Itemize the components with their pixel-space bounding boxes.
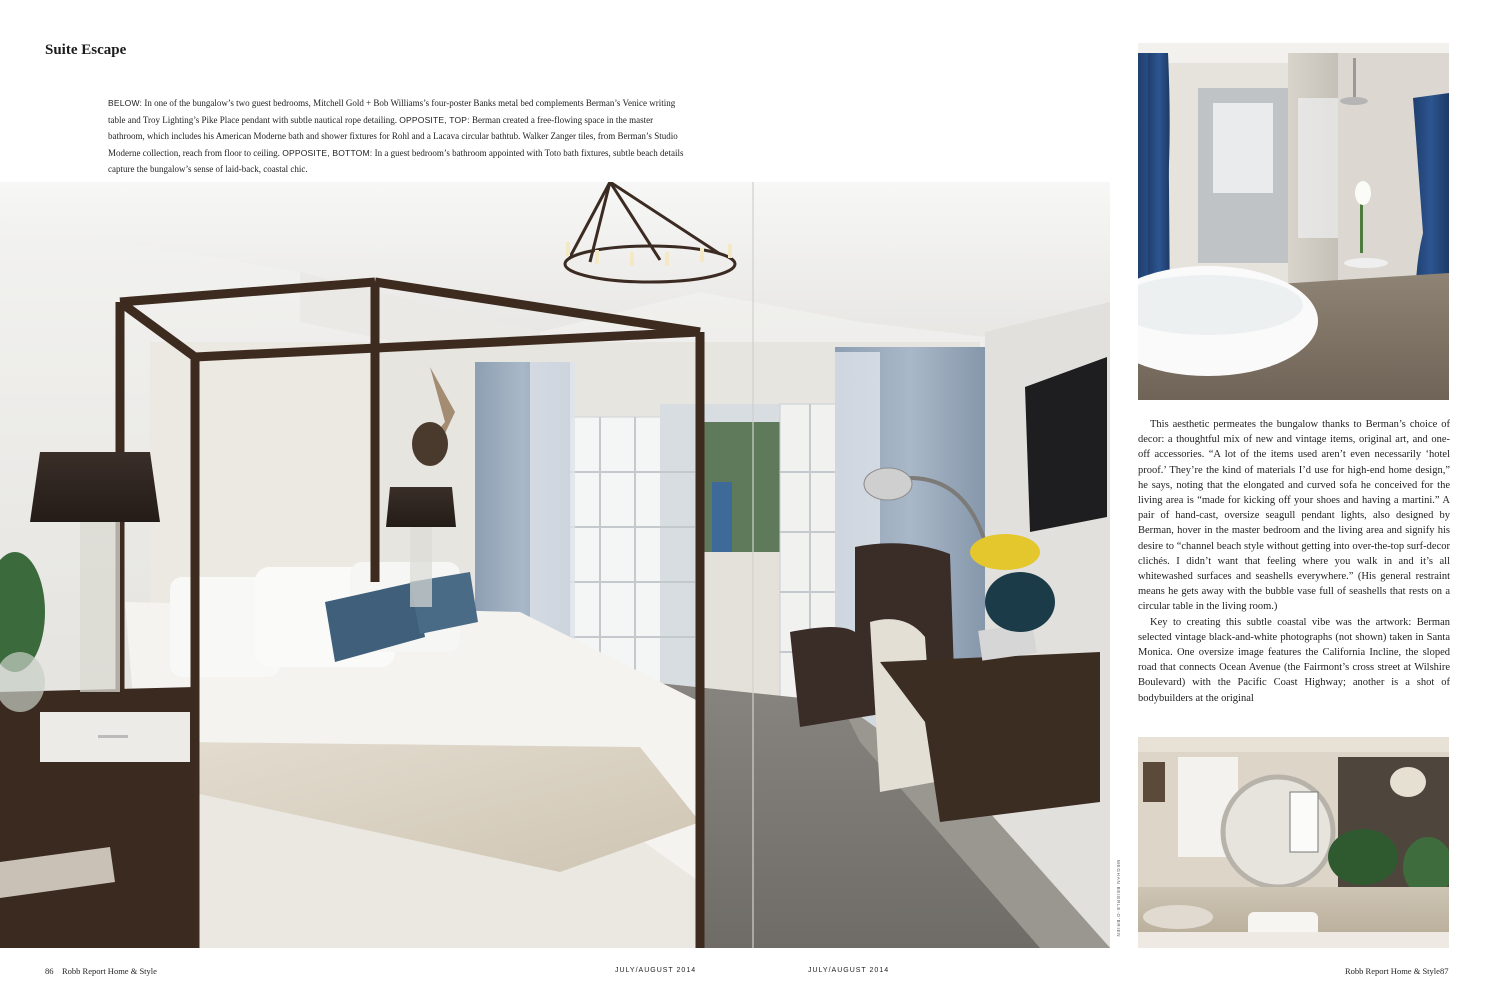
caption-text-below: In one of the bungalow’s two guest bedrooms, Mitchell Gold + Bob Williams’s four-poster Banks metal bed complements Berman’s Venice writing table and Troy Lighting’s Pike Place pendant with subtle nautical rope detailing. bbox=[108, 98, 676, 125]
article-body bbox=[1138, 417, 1450, 706]
photo-credit bbox=[1113, 860, 1123, 940]
caption-text-opposite-bottom: In a guest bedroom’s bathroom appointed with Toto bath fixtures, subtle beach details capture the bungalow’s sense of laid-back, coastal chic. bbox=[108, 147, 684, 174]
left-issue-date: JULY/AUGUST 2014 bbox=[615, 967, 697, 974]
photo-caption bbox=[108, 95, 690, 178]
section-title: Suite Escape bbox=[45, 42, 127, 58]
caption-label-below: BELOW: bbox=[108, 98, 143, 108]
bedroom-photo bbox=[0, 182, 1110, 948]
right-issue-date: JULY/AUGUST 2014 bbox=[808, 967, 890, 974]
guest-bathroom-photo bbox=[1138, 737, 1449, 948]
right-publication-name: Robb Report Home & Style bbox=[1345, 966, 1440, 976]
caption-text-opposite-top: Berman created a free-flowing space in the master bathroom, which includes his American Moderne bath and shower fixtures for Rohl and a Lacava circular bathtub. Walker Zanger tiles, from Berman’s Studio Moderne collection, reach from floor to ceiling. bbox=[108, 114, 678, 158]
caption-label-opposite-top: OPPOSITE, TOP: bbox=[399, 114, 470, 125]
left-page-number: 86 bbox=[45, 966, 54, 976]
body-paragraph: Key to creating this subtle coastal vibe was the artwork: Berman selected vintage black-and-white photographs (not shown) taken in Santa Monica. One oversize image features the California Incline, the sloped road that connects Ocean Avenue (the Fairmont’s cross street at Wilshire Boulevard) with the Pacific Coast Highway; another is a shot of bodybuilders at the original bbox=[1138, 616, 1450, 704]
right-page-number: 87 bbox=[1440, 966, 1449, 976]
photo-credit-text: MEGHAN BEIERLE-O’BRIEN bbox=[1116, 860, 1121, 938]
body-paragraph: This aesthetic permeates the bungalow thanks to Berman’s choice of decor: a thoughtful mix of new and vintage items, original art, and one-off accessories. “A lot of the items used aren’t even necessarily ‘hotel proof.’ They’re the kind of materials I’d use for high-end home design,” he says, noting that the elongated and curved sofa he conceived for the living area is “made for kicking off your shoes and having a martini.” A pair of hand-cast, oversize seagull pendant lights, also designed by Berman, hover in the master bedroom and the living area and signify his desire to “channel beach style without getting into over-the-top surf-decor clichés. I didn’t want that feeling where you walk in and it’s all whitewashed surfaces and seashells everywhere.” (His general restraint means he gets away with the bubble vase full of seashells that rests on a circular table in the living room.) bbox=[1138, 419, 1450, 613]
master-bathroom-photo bbox=[1138, 43, 1449, 400]
left-publication-name: Robb Report Home & Style bbox=[62, 966, 157, 976]
caption-label-opposite-bottom: OPPOSITE, BOTTOM: bbox=[282, 147, 373, 158]
